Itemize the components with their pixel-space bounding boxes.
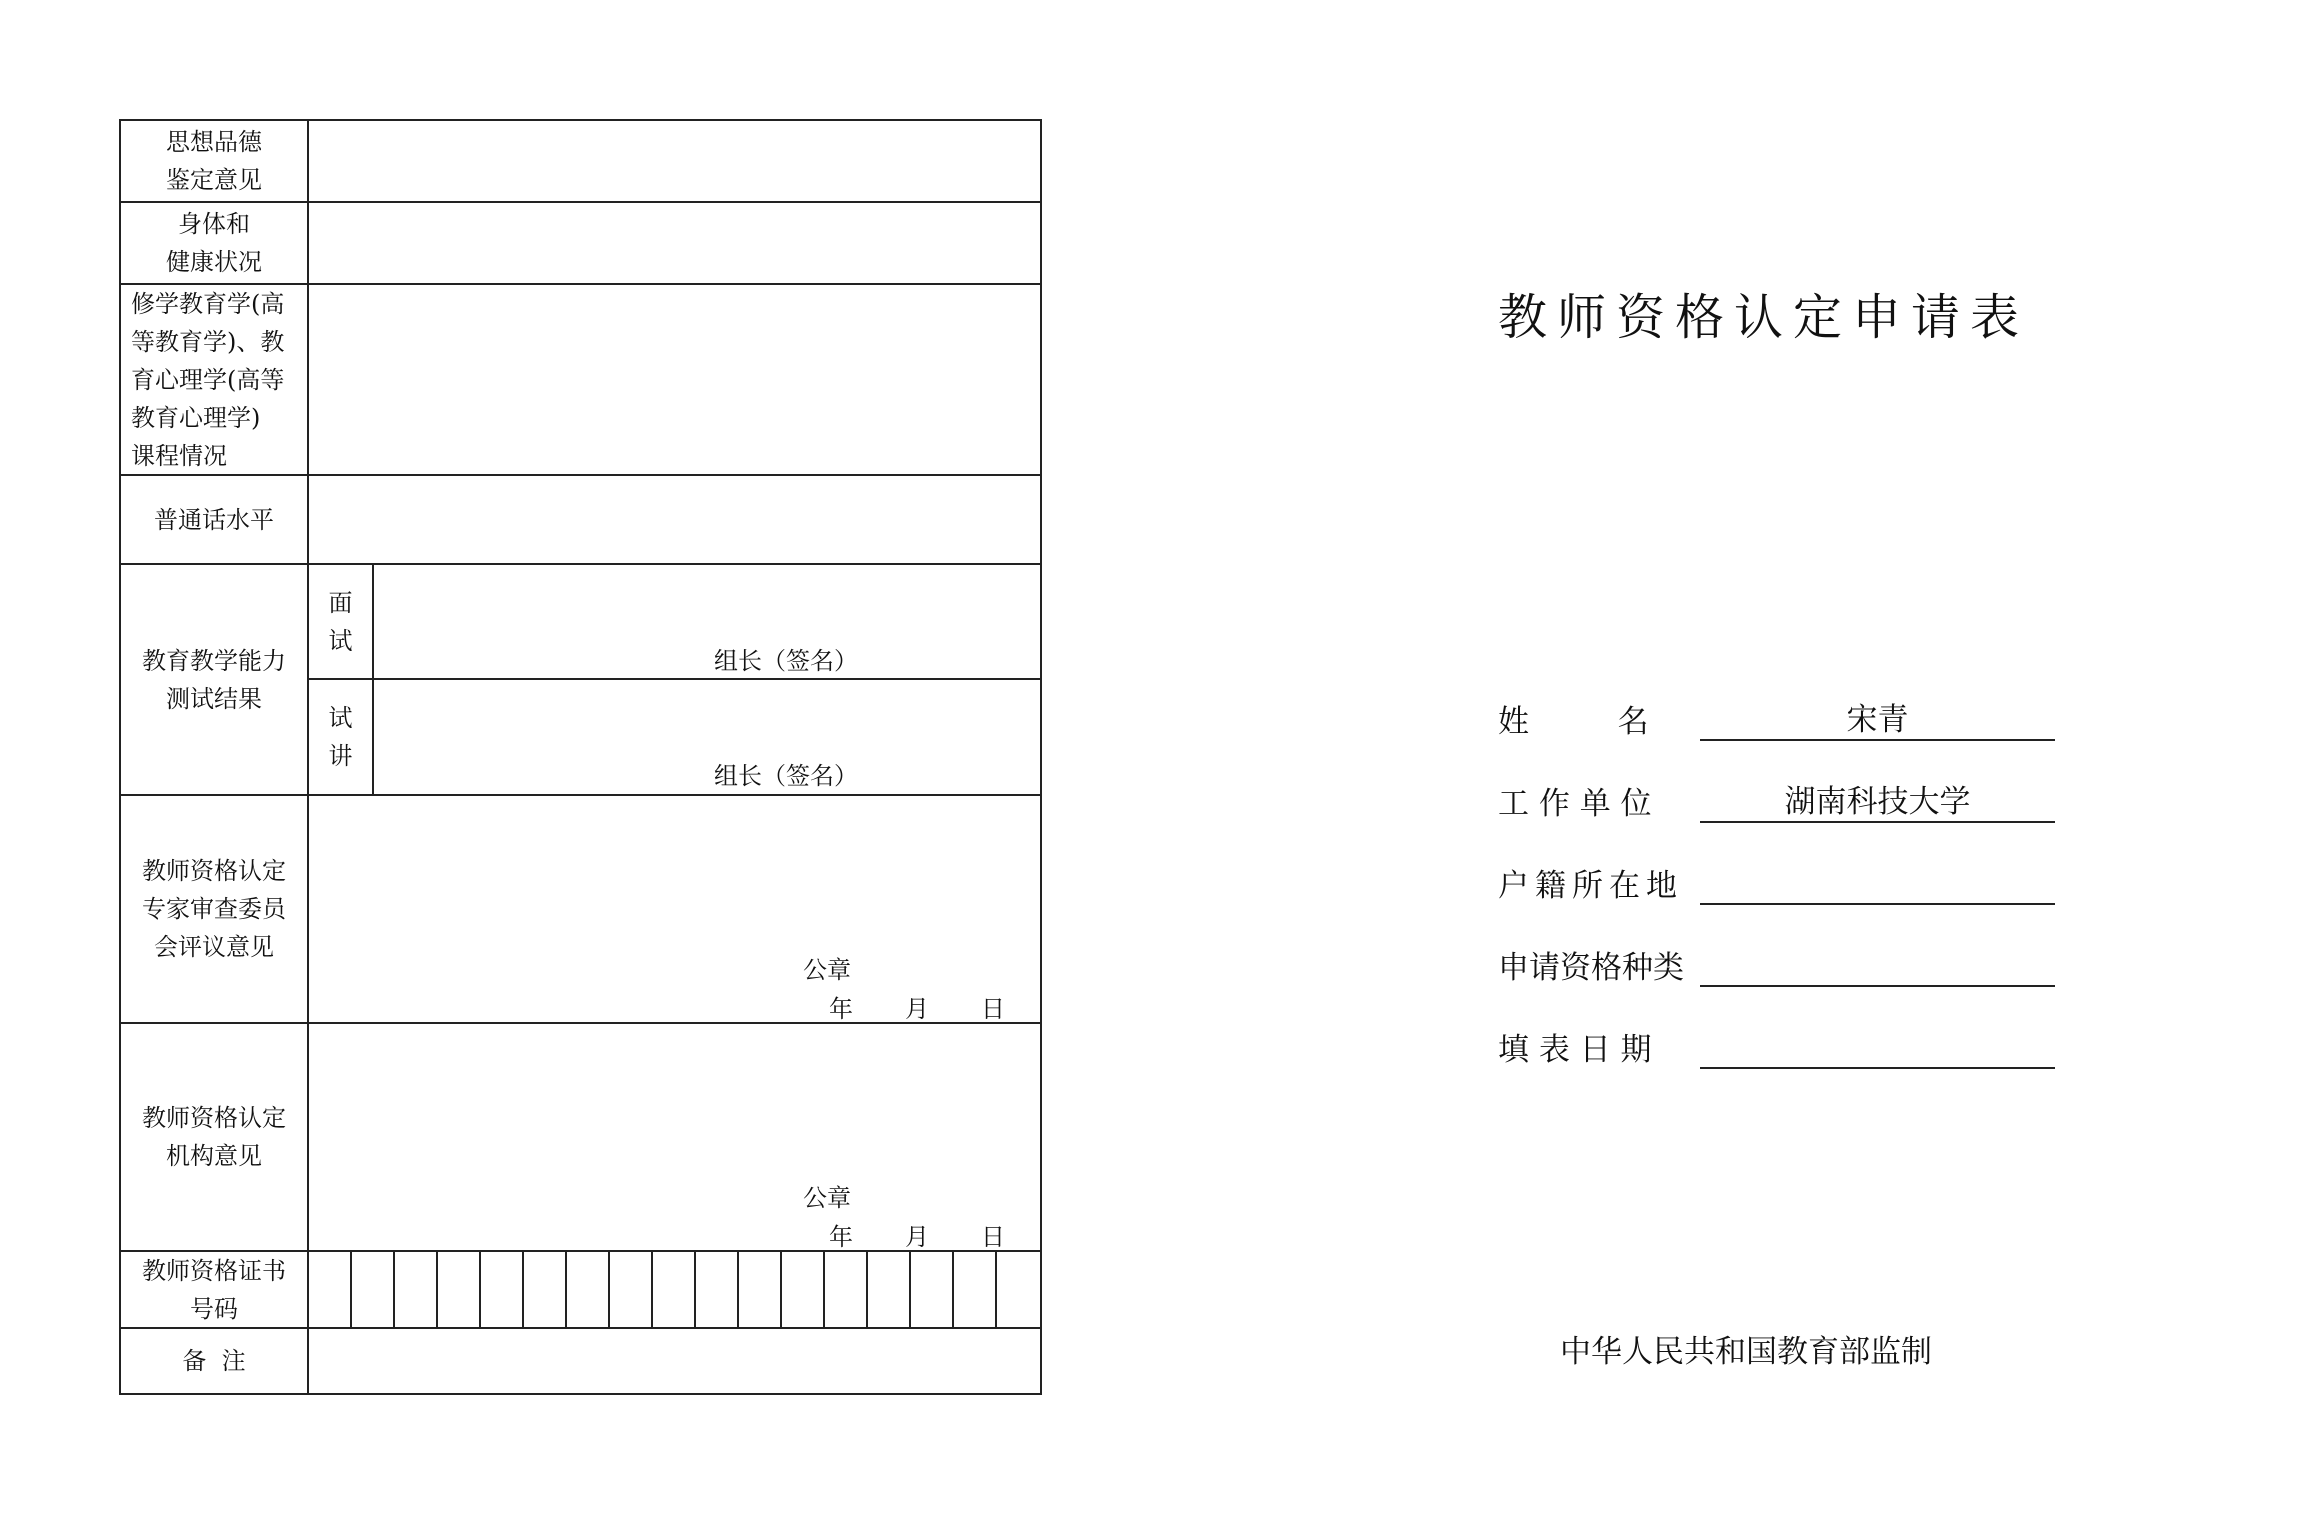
label-ability-text: 教育教学能力 测试结果 xyxy=(142,646,286,713)
expert-seal: 公章 xyxy=(803,956,851,984)
field-label-fill-date: 填 表 日 期 xyxy=(1498,1032,1652,1068)
label-certificate-number xyxy=(121,1252,307,1327)
label-pedagogy-text: 修学教育学(高 等教育学)、教 育心理学(高等 教育心理学) 课程情况 xyxy=(131,289,285,470)
label-mandarin-level xyxy=(121,476,307,563)
label-trial-lecture xyxy=(309,680,372,794)
field-label-qualification-type: 申请资格种类 xyxy=(1498,950,1684,986)
institution-date-year: 年 xyxy=(829,1223,853,1251)
field-underline-household-registration xyxy=(1700,903,2055,905)
field-label-employer: 工 作 单 位 xyxy=(1498,786,1652,822)
label-cert-text: 教师资格证书 号码 xyxy=(142,1256,286,1323)
label-interview xyxy=(309,565,372,678)
field-value-employer[interactable]: 湖南科技大学 xyxy=(1784,784,1971,820)
label-moral-evaluation xyxy=(121,121,307,201)
institution-seal: 公章 xyxy=(803,1184,851,1212)
institution-date-day: 日 xyxy=(981,1223,1005,1251)
field-value-name[interactable]: 宋青 xyxy=(1846,702,1909,738)
field-underline-qualification-type xyxy=(1700,985,2055,987)
field-label-household-registration: 户籍所在地 xyxy=(1498,868,1683,904)
label-lecture-text: 试 讲 xyxy=(328,704,353,770)
issuer-footer: 中华人民共和国教育部监制 xyxy=(1560,1334,1932,1370)
field-label-name: 姓 名 xyxy=(1498,704,1649,740)
label-remarks-text: 备 注 xyxy=(182,1347,246,1375)
institution-date-month: 月 xyxy=(905,1223,929,1251)
label-interview-text: 面 试 xyxy=(328,588,353,655)
cover-title: 教师资格认定申请表 xyxy=(1498,289,2030,346)
field-underline-name xyxy=(1700,739,2055,741)
label-remarks xyxy=(121,1329,307,1393)
expert-date-month: 月 xyxy=(905,995,929,1023)
label-institution-text: 教师资格认定 机构意见 xyxy=(142,1104,286,1170)
label-health-status xyxy=(121,203,307,283)
interview-leader-signature: 组长（签名） xyxy=(714,647,858,675)
label-mandarin-text: 普通话水平 xyxy=(154,505,274,534)
label-expert-committee xyxy=(121,796,307,1022)
expert-date-year: 年 xyxy=(829,995,853,1023)
field-underline-fill-date xyxy=(1700,1067,2055,1069)
label-pedagogy-courses xyxy=(131,285,307,474)
label-health-text: 身体和 健康状况 xyxy=(166,210,262,276)
expert-date-day: 日 xyxy=(981,995,1005,1023)
label-teaching-ability xyxy=(121,565,307,794)
label-moral-text: 思想品德 鉴定意见 xyxy=(166,128,262,194)
label-certification-institution xyxy=(121,1024,307,1250)
label-expert-text: 教师资格认定 专家审查委员 会评议意见 xyxy=(142,857,286,961)
lecture-leader-signature: 组长（签名） xyxy=(714,762,858,790)
field-underline-employer xyxy=(1700,821,2055,823)
